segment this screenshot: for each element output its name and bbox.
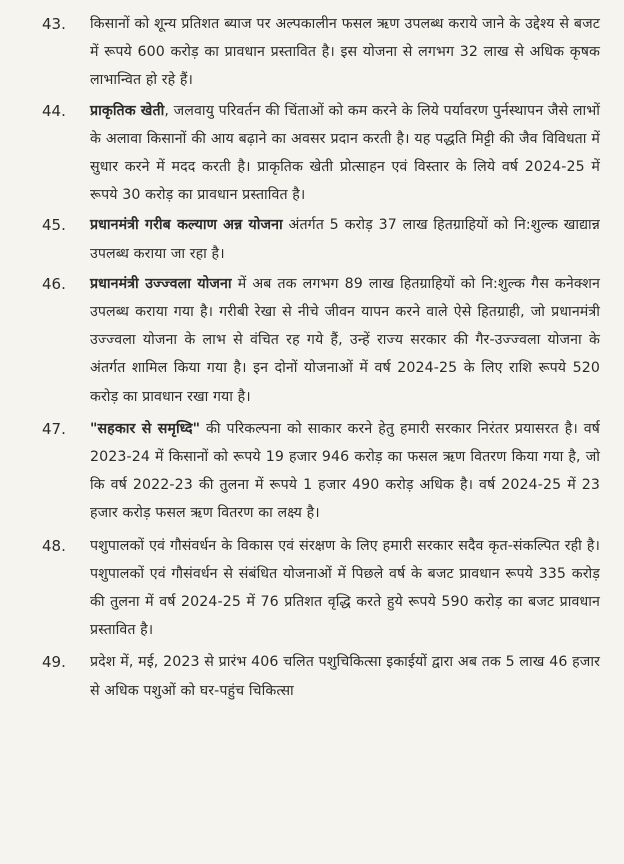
- paragraph-body: में अब तक लगभग 89 लाख हितग्राहियों को नि:शुल्क गैस कनेक्शन उपलब्ध कराया गया है। गरीबी रेखा से नीचे जीवन यापन करने वाले ऐसे हितग्राही, जो प्रधानमंत्री उज्ज्वला योजना के लाभ से वंचित रह गये हैं, उन्हें राज्य सरकार की गैर-उज्ज्वला योजना के अंतर्गत शामिल किया गया है। इन दोनों योजनाओं में वर्ष 2024-25 के लिए राशि रूपये 520 करोड़ का प्रावधान रखा गया है।: [90, 275, 600, 405]
- paragraph-number: 49.: [42, 653, 66, 672]
- paragraph-48: [42, 532, 600, 645]
- paragraph-number: 48.: [42, 536, 66, 555]
- paragraph-text: [90, 648, 600, 704]
- paragraph-body: प्रदेश में, मई, 2023 से प्रारंभ 406 चलित पशुचिकित्सा इकाईयों द्वारा अब तक 5 लाख 46 हजार से अधिक पशुओं को घर-पहुंच चिकित्सा: [90, 654, 600, 699]
- paragraph-49: [42, 648, 600, 704]
- paragraph-bold-lead: प्राकृतिक खेती: [90, 102, 165, 119]
- paragraph-text: [90, 97, 600, 210]
- paragraph-44: [42, 97, 600, 210]
- paragraph-number: 44.: [42, 101, 66, 120]
- paragraph-body: , जलवायु परिवर्तन की चिंताओं को कम करने के लिये पर्यावरण पुर्नस्थापन जैसे लाभों के अलावा किसानों की आय बढ़ाने का अवसर प्रदान करती है। यह पद्धति मिट्टी की जैव विविधता में सुधार करने में मदद करती है। प्राकृतिक खेती प्रोत्साहन एवं विस्तार के लिये वर्ष 2024-25 में रूपये 30 करोड़ का प्रावधान प्रस्तावित है।: [90, 102, 600, 204]
- paragraph-47: [42, 415, 600, 528]
- paragraph-43: [42, 10, 600, 95]
- paragraph-number: 43.: [42, 15, 66, 33]
- paragraph-45: [42, 211, 600, 267]
- paragraph-bold-lead: "सहकार से समृध्दि": [90, 420, 201, 437]
- paragraph-bold-lead: प्रधानमंत्री गरीब कल्याण अन्न योजना: [90, 217, 283, 234]
- paragraph-body: अंतर्गत 5 करोड़ 37 लाख हितग्राहियों को नि:शुल्क खाद्यान्न उपलब्ध कराया जा रहा है।: [90, 217, 600, 262]
- paragraph-body: किसानों को शून्य प्रतिशत ब्याज पर अल्पकालीन फसल ऋण उपलब्ध कराये जाने के उद्देश्य से बजट में रूपये 600 करोड़ का प्रावधान प्रस्तावित है। इस योजना से लगभग 32 लाख से अधिक कृषक लाभान्वित हो रहे हैं।: [90, 16, 600, 89]
- paragraph-number: 47.: [42, 419, 66, 438]
- paragraph-bold-lead: प्रधानमंत्री उज्ज्वला योजना: [90, 275, 232, 292]
- paragraph-number: 45.: [42, 216, 66, 235]
- paragraph-text: [90, 10, 600, 95]
- paragraph-number: 46.: [42, 274, 66, 293]
- paragraph-46: [42, 270, 600, 411]
- paragraph-body: की परिकल्पना को साकार करने हेतु हमारी सरकार निरंतर प्रयासरत है। वर्ष 2023-24 में किसानों को रूपये 19 हजार 946 करोड़ का फसल ऋण वितरण किया गया है, जो कि वर्ष 2022-23 की तुलना में रूपये 1 हजार 490 करोड़ अधिक है। वर्ष 2024-25 में 23 हजार करोड़ फसल ऋण वितरण का लक्ष्य है।: [90, 420, 600, 522]
- paragraph-body: पशुपालकों एवं गौसंवर्धन के विकास एवं संरक्षण के लिए हमारी सरकार सदैव कृत-संकल्पित रही है। पशुपालकों एवं गौसंवर्धन से संबंधित योजनाओं में पिछले वर्ष के बजट प्रावधान रूपये 335 करोड़ की तुलना में वर्ष 2024-25 में 76 प्रतिशत वृद्धि करते हुये रूपये 590 करोड़ का बजट प्रावधान प्रस्तावित है।: [90, 537, 600, 639]
- paragraph-text: [90, 532, 600, 645]
- paragraph-text: [90, 415, 600, 528]
- paragraph-text: [90, 270, 600, 411]
- paragraph-text: [90, 211, 600, 267]
